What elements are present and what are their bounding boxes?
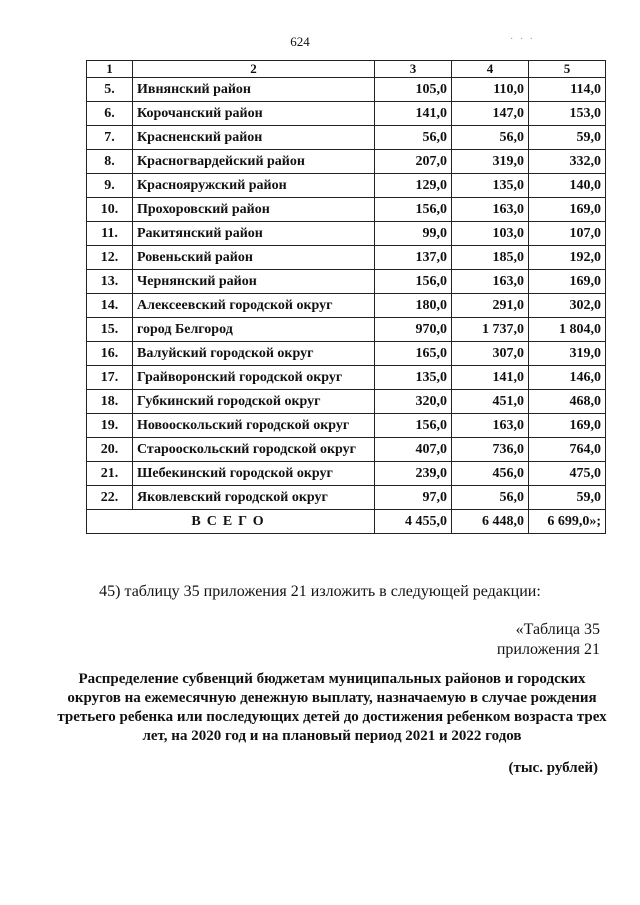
row-value-2021: 1 737,0: [452, 318, 529, 342]
table-row: [87, 222, 606, 246]
table-row: [87, 414, 606, 438]
row-number: 21.: [87, 462, 133, 486]
row-value-2022: 169,0: [529, 270, 606, 294]
row-district-name: Прохоровский район: [133, 198, 375, 222]
row-value-2020: 99,0: [375, 222, 452, 246]
row-value-2021: 147,0: [452, 102, 529, 126]
column-header-name: 2: [133, 61, 375, 78]
table-row: [87, 150, 606, 174]
row-value-2021: 135,0: [452, 174, 529, 198]
table-row: [87, 462, 606, 486]
table-row: [87, 78, 606, 102]
row-district-name: город Белгород: [133, 318, 375, 342]
row-value-2020: 180,0: [375, 294, 452, 318]
row-number: 6.: [87, 102, 133, 126]
row-number: 19.: [87, 414, 133, 438]
row-value-2020: 320,0: [375, 390, 452, 414]
row-number: 16.: [87, 342, 133, 366]
row-value-2021: 163,0: [452, 414, 529, 438]
row-value-2022: 169,0: [529, 198, 606, 222]
row-value-2021: 319,0: [452, 150, 529, 174]
row-value-2020: 141,0: [375, 102, 452, 126]
table-row: [87, 102, 606, 126]
row-value-2020: 239,0: [375, 462, 452, 486]
column-header-2022: 5: [529, 61, 606, 78]
total-label: ВСЕГО: [87, 510, 375, 534]
row-value-2021: 56,0: [452, 126, 529, 150]
row-value-2021: 456,0: [452, 462, 529, 486]
row-value-2022: 107,0: [529, 222, 606, 246]
row-value-2022: 764,0: [529, 438, 606, 462]
page-number: 624: [290, 34, 310, 49]
row-value-2022: 468,0: [529, 390, 606, 414]
table-title: Распределение субвенций бюджетам муниципальных районов и городских округов на ежемесячную денежную выплату, назначаемую в случае рождения третьего ребенка или последующих детей до достижения ребенком возраста трех лет, на 2020 год и на плановый период 2021 и 2022 годов: [57, 671, 607, 744]
table-row: [87, 198, 606, 222]
row-value-2022: 302,0: [529, 294, 606, 318]
table-body: [87, 78, 606, 534]
row-district-name: Новооскольский городской округ: [133, 414, 375, 438]
row-district-name: Шебекинский городской округ: [133, 462, 375, 486]
column-header-2021: 4: [452, 61, 529, 78]
row-district-name: Корочанский район: [133, 102, 375, 126]
row-value-2022: 332,0: [529, 150, 606, 174]
row-district-name: Ровеньский район: [133, 246, 375, 270]
table-header-row: [87, 61, 606, 78]
row-value-2021: 110,0: [452, 78, 529, 102]
table-row: [87, 246, 606, 270]
row-district-name: Алексеевский городской округ: [133, 294, 375, 318]
row-number: 7.: [87, 126, 133, 150]
row-district-name: Красненский район: [133, 126, 375, 150]
row-value-2020: 129,0: [375, 174, 452, 198]
row-number: 17.: [87, 366, 133, 390]
row-number: 9.: [87, 174, 133, 198]
row-value-2022: 146,0: [529, 366, 606, 390]
table-row: [87, 294, 606, 318]
row-value-2021: 56,0: [452, 486, 529, 510]
row-value-2020: 137,0: [375, 246, 452, 270]
row-value-2021: 163,0: [452, 270, 529, 294]
row-value-2021: 163,0: [452, 198, 529, 222]
row-number: 20.: [87, 438, 133, 462]
row-district-name: Валуйский городской округ: [133, 342, 375, 366]
row-value-2021: 451,0: [452, 390, 529, 414]
row-value-2020: 56,0: [375, 126, 452, 150]
row-number: 12.: [87, 246, 133, 270]
units-label: (тыс. рублей): [508, 760, 598, 776]
row-district-name: Яковлевский городской округ: [133, 486, 375, 510]
row-number: 22.: [87, 486, 133, 510]
row-district-name: Губкинский городской округ: [133, 390, 375, 414]
row-value-2022: 59,0: [529, 486, 606, 510]
row-value-2021: 141,0: [452, 366, 529, 390]
row-district-name: Красногвардейский район: [133, 150, 375, 174]
table-row: [87, 270, 606, 294]
row-number: 18.: [87, 390, 133, 414]
row-district-name: Чернянский район: [133, 270, 375, 294]
row-district-name: Ракитянский район: [133, 222, 375, 246]
table-row: [87, 366, 606, 390]
row-value-2022: 140,0: [529, 174, 606, 198]
total-value-2022: 6 699,0»;: [529, 510, 606, 534]
row-value-2020: 156,0: [375, 198, 452, 222]
row-value-2021: 307,0: [452, 342, 529, 366]
table-row: [87, 342, 606, 366]
row-value-2020: 156,0: [375, 270, 452, 294]
row-value-2020: 207,0: [375, 150, 452, 174]
row-number: 11.: [87, 222, 133, 246]
row-value-2021: 103,0: [452, 222, 529, 246]
total-value-2021: 6 448,0: [452, 510, 529, 534]
table-reference: [497, 620, 600, 660]
table-row: [87, 486, 606, 510]
table-row: [87, 174, 606, 198]
row-value-2022: 1 804,0: [529, 318, 606, 342]
scan-marks: · · ·: [510, 34, 535, 45]
table-row: [87, 318, 606, 342]
row-value-2021: 185,0: [452, 246, 529, 270]
row-value-2021: 291,0: [452, 294, 529, 318]
total-value-2020: 4 455,0: [375, 510, 452, 534]
row-district-name: Грайворонский городской округ: [133, 366, 375, 390]
amendment-instruction: 45) таблицу 35 приложения 21 изложить в следующей редакции:: [99, 583, 541, 600]
table-reference-line-1: «Таблица 35: [515, 621, 600, 638]
row-district-name: Ивнянский район: [133, 78, 375, 102]
row-number: 13.: [87, 270, 133, 294]
table-row: [87, 438, 606, 462]
table-row: [87, 126, 606, 150]
row-value-2021: 736,0: [452, 438, 529, 462]
row-value-2022: 475,0: [529, 462, 606, 486]
row-number: 14.: [87, 294, 133, 318]
row-number: 5.: [87, 78, 133, 102]
row-district-name: Краснояружский район: [133, 174, 375, 198]
row-district-name: Старооскольский городской округ: [133, 438, 375, 462]
row-value-2022: 153,0: [529, 102, 606, 126]
row-number: 10.: [87, 198, 133, 222]
row-number: 15.: [87, 318, 133, 342]
row-value-2022: 169,0: [529, 414, 606, 438]
row-value-2020: 970,0: [375, 318, 452, 342]
row-value-2022: 319,0: [529, 342, 606, 366]
table-row: [87, 390, 606, 414]
row-value-2022: 114,0: [529, 78, 606, 102]
subvention-table: [86, 60, 606, 534]
row-value-2020: 105,0: [375, 78, 452, 102]
column-header-number: 1: [87, 61, 133, 78]
row-value-2022: 192,0: [529, 246, 606, 270]
row-value-2022: 59,0: [529, 126, 606, 150]
row-value-2020: 135,0: [375, 366, 452, 390]
table-reference-line-2: приложения 21: [496, 641, 600, 658]
row-value-2020: 97,0: [375, 486, 452, 510]
column-header-2020: 3: [375, 61, 452, 78]
row-value-2020: 407,0: [375, 438, 452, 462]
total-row: [87, 510, 606, 534]
row-number: 8.: [87, 150, 133, 174]
row-value-2020: 156,0: [375, 414, 452, 438]
row-value-2020: 165,0: [375, 342, 452, 366]
